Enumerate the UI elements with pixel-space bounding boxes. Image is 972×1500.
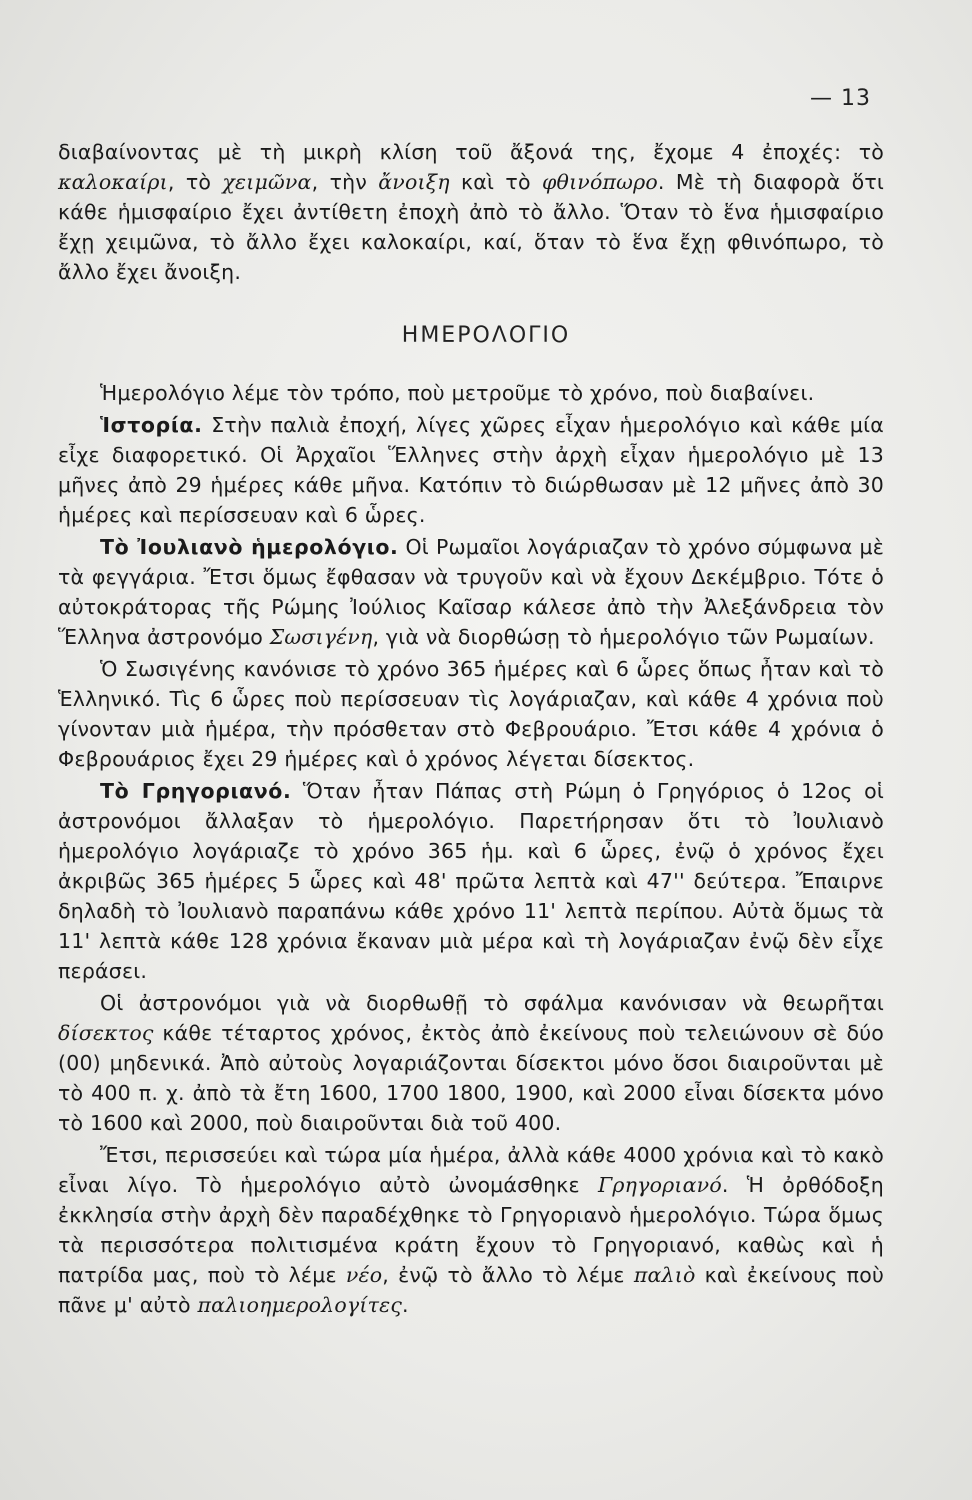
text-run: Στὴν παλιὰ ἐποχή, λίγες χῶρες εἶχαν ἡμερολόγιο καὶ κάθε μία εἶχε διαφορετικό. Οἱ Ἀρχαῖοι Ἕλληνες στὴν ἀρχὴ εἶχαν ἡμερολόγιο μὲ 13 μῆνες ἀπὸ 29 ἡμέρες κάθε μῆνα. Κατόπιν τὸ διώρθωσαν μὲ 12 μῆνες ἀπὸ 30 ἡμέρες καὶ περίσσευαν καὶ 6 ὧρες. — [58, 413, 884, 527]
text-run: , ἐνῷ τὸ ἄλλο τὸ λέμε — [382, 1263, 634, 1287]
italic-term: καλοκαίρι — [58, 170, 168, 194]
italic-term: παλιοημερολογίτες — [197, 1293, 403, 1317]
subsection-lead: Ἱστορία. — [100, 413, 203, 437]
text-run: καὶ τὸ — [449, 170, 542, 194]
paragraph-leap-years — [58, 988, 884, 1138]
italic-term: Σωσιγένη — [269, 625, 373, 649]
text-run: Ἔτσι, περισσεύει καὶ τώρα μία ἡμέρα, ἀλλὰ κάθε 4000 χρόνια καὶ τὸ κακὸ εἶναι λίγο. Τὸ ἡμερολόγιο αὐτὸ ὠνομάσθηκε — [58, 1143, 884, 1197]
paragraph-gregorian — [58, 776, 884, 986]
section-body — [58, 378, 884, 1320]
text-run: Ὅταν ἦταν Πάπας στὴ Ρώμη ὁ Γρηγόριος ὁ 12ος οἱ ἀστρονόμοι ἄλλαξαν τὸ ἡμερολόγιο. Παρετήρησαν ὅτι τὸ Ἰουλιανὸ ἡμερολόγιο λογάριαζε τὸ χρόνο 365 ἡμ. καὶ 6 ὧρες, ἐνῷ ὁ χρόνος ἔχει ἀκριβῶς 365 ἡμέρες 5 ὧρες καὶ 48' πρῶτα λεπτὰ καὶ 47'' δεύτερα. Ἔπαιρνε δηλαδὴ τὸ Ἰουλιανὸ παραπάνω κάθε χρόνο 11' λεπτὰ περίπου. Αὐτὰ ὅμως τὰ 11' λεπτὰ κάθε 128 χρόνια ἔκαναν μιὰ μέρα καὶ τὴ λογάριαζαν ἐνῷ δὲν εἶχε περάσει. — [58, 779, 884, 983]
text-run: Οἱ Ρωμαῖοι λογάριαζαν τὸ χρόνο σύμφωνα μὲ τὰ φεγγάρια. Ἔτσι ὅμως ἔφθασαν νὰ τρυγοῦν καὶ νὰ ἔχουν Δεκέμβριο. Τότε ὁ αὐτοκράτορας τῆς Ρώμης Ἰούλιος Καῖσαρ κάλεσε ἀπὸ τὴν Ἀλεξάνδρεια τὸν Ἕλληνα ἀστρονόμο — [58, 535, 885, 649]
italic-term: δίσεκτος — [58, 1021, 154, 1045]
subsection-lead: Τὸ Γρηγοριανό. — [100, 779, 292, 803]
text-run: , τὸ — [167, 170, 223, 194]
text-run: κάθε τέταρτος χρόνος, ἐκτὸς ἀπὸ ἐκείνους ποὺ τελειώνουν σὲ δύο (00) μηδενικά. Ἀπὸ αὐτοὺς λογαριάζονται δίσεκτοι μόνο ὅσοι διαιροῦνται μὲ τὸ 400 π. χ. ἀπὸ τὰ ἔτη 1600, 1700 1800, 1900, καὶ 2000 εἶναι δίσεκτα μόνο τὸ 1600 καὶ 2000, ποὺ διαιροῦνται διὰ τοῦ 400. — [58, 1021, 884, 1135]
paragraph-definition: Ἡμερολόγιο λέμε τὸν τρόπο, ποὺ μετροῦμε τὸ χρόνο, ποὺ διαβαίνει. — [100, 381, 815, 405]
page-number: — 13 — [810, 86, 871, 111]
text-run: , τὴν — [311, 170, 379, 194]
intro-paragraph — [58, 137, 884, 287]
text-run: Οἱ ἀστρονόμοι γιὰ νὰ διορθωθῇ τὸ σφάλμα κανόνισαν νὰ θεωρῆται — [100, 991, 884, 1015]
italic-term: χειμῶνα — [222, 170, 312, 194]
italic-term: νέο — [345, 1263, 383, 1287]
section-heading: ΗΜΕΡΟΛΟΓΙΟ — [401, 323, 571, 348]
paragraph-conclusion — [58, 1140, 884, 1320]
italic-term: φθινόπωρο — [541, 170, 658, 194]
italic-term: ἄνοιξη — [378, 170, 450, 194]
text-run: . Μὲ τὴ διαφορὰ ὅτι κάθε ἡμισφαίριο ἔχει ἀντίθετη ἐποχὴ ἀπὸ τὸ ἄλλο. Ὅταν τὸ ἕνα ἡμισφαίριο ἔχῃ χειμῶνα, τὸ ἄλλο ἔχει καλοκαίρι, καί, ὅταν τὸ ἕνα ἔχῃ φθινόπωρο, τὸ ἄλλο ἔχει ἄνοιξη. — [58, 170, 884, 284]
paragraph-history — [58, 410, 884, 530]
italic-term: παλιὸ — [633, 1263, 696, 1287]
text-run: διαβαίνοντας μὲ τὴ μικρὴ κλίση τοῦ ἄξονά της, ἔχομε 4 ἐποχές: τὸ — [58, 140, 884, 164]
paragraph-sosigenes: Ὁ Σωσιγένης κανόνισε τὸ χρόνο 365 ἡμέρες καὶ 6 ὧρες ὅπως ἦταν καὶ τὸ Ἑλληνικό. Τὶς 6 ὧρες ποὺ περίσσευαν τὶς λογάριαζαν, καὶ κάθε 4 χρόνια ποὺ γίνονταν μιὰ ἡμέρα, τὴν πρόσθεταν στὸ Φεβρουάριο. Ἔτσι κάθε 4 χρόνια ὁ Φεβρουάριος ἔχει 29 ἡμέρες καὶ ὁ χρόνος λέγεται δίσεκτος. — [58, 657, 884, 771]
text-run: καὶ ἐκείνους ποὺ πᾶνε μ' αὐτὸ — [58, 1263, 885, 1317]
text-run: , γιὰ νὰ διορθώσῃ τὸ ἡμερολόγιο τῶν Ρωμαίων. — [372, 625, 875, 649]
subsection-lead: Τὸ Ἰουλιανὸ ἡμερολόγιο. — [100, 535, 399, 559]
text-run: . — [402, 1293, 409, 1317]
italic-term: Γρηγοριανό — [598, 1173, 722, 1197]
text-run: . Ἡ ὀρθόδοξη ἐκκλησία στὴν ἀρχὴ δὲν παραδέχθηκε τὸ Γρηγοριανὸ ἡμερολόγιο. Τώρα ὅμως τὰ περισσότερα πολιτισμένα κράτη ἔχουν τὸ Γρηγοριανό, καθὼς καὶ ἡ πατρίδα μας, ποὺ τὸ λέμε — [58, 1173, 884, 1287]
paragraph-julian — [58, 532, 884, 652]
